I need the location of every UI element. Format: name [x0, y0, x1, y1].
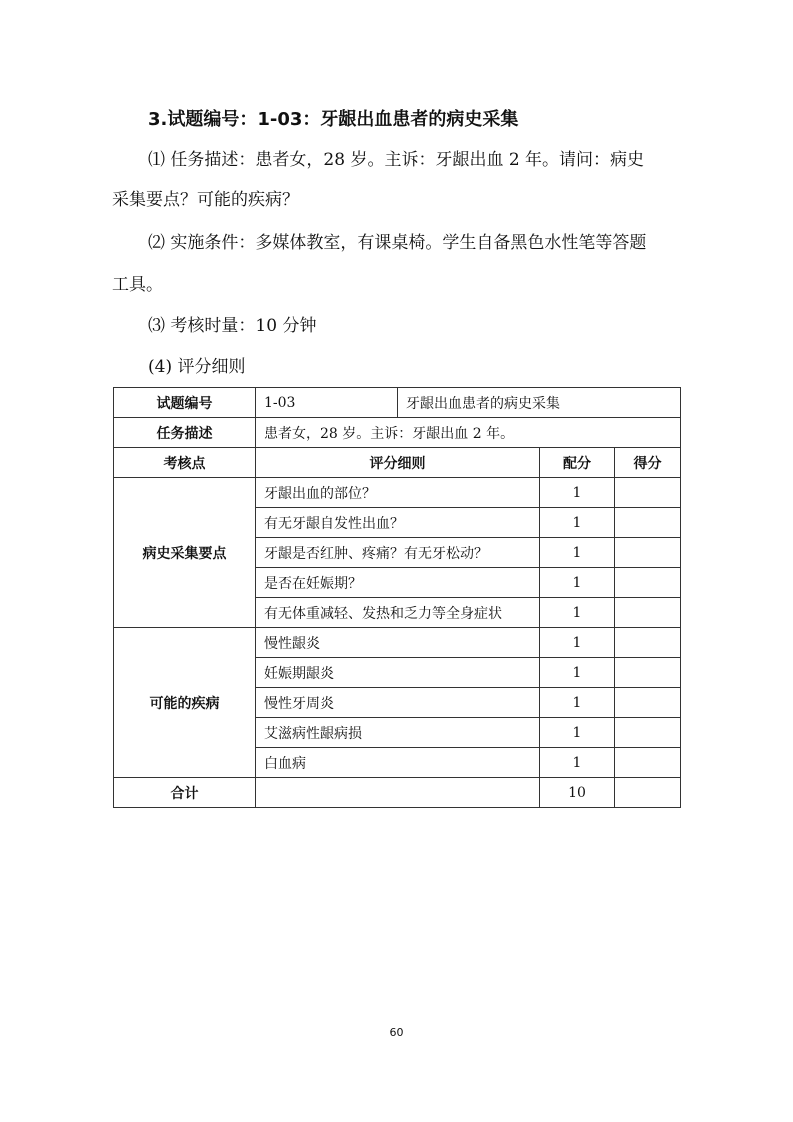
criteria-cell: 是否在妊娠期？: [256, 568, 540, 598]
table-row: [114, 628, 681, 658]
criteria-cell: 白血病: [256, 748, 540, 778]
got-cell: [615, 568, 681, 598]
table-row: [114, 478, 681, 508]
total-got: [615, 778, 681, 808]
score-cell: 1: [540, 538, 615, 568]
task-description-line2: 采集要点？可能的疾病？: [112, 190, 299, 210]
criteria-cell: 艾滋病性龈病损: [256, 718, 540, 748]
score-cell: 1: [540, 508, 615, 538]
task-text: 患者女，28 岁。主诉：牙龈出血 2 年。: [256, 418, 681, 448]
score-cell: 1: [540, 568, 615, 598]
conditions-line2: 工具。: [112, 275, 163, 295]
score-cell: 1: [540, 598, 615, 628]
criteria-cell: 慢性龈炎: [256, 628, 540, 658]
criteria-cell: 有无牙龈自发性出血？: [256, 508, 540, 538]
header-point: 考核点: [114, 448, 256, 478]
task-description-line1: ⑴ 任务描述：患者女，28 岁。主诉：牙龈出血 2 年。请问：病史: [148, 150, 645, 170]
got-cell: [615, 478, 681, 508]
group-history-name: 病史采集要点: [114, 478, 256, 628]
question-heading: 3.试题编号：1-03：牙龈出血患者的病史采集: [148, 109, 519, 130]
table-row-id: [114, 388, 681, 418]
got-cell: [615, 688, 681, 718]
score-cell: 1: [540, 658, 615, 688]
scoring-table: [113, 387, 681, 808]
got-cell: [615, 658, 681, 688]
criteria-cell: 妊娠期龈炎: [256, 658, 540, 688]
conditions-line1: ⑵ 实施条件：多媒体教室，有课桌椅。学生自备黑色水性笔等答题: [148, 233, 647, 253]
table-row-task: [114, 418, 681, 448]
task-label: 任务描述: [114, 418, 256, 448]
group-disease-name: 可能的疾病: [114, 628, 256, 778]
header-got: 得分: [615, 448, 681, 478]
criteria-cell: 慢性牙周炎: [256, 688, 540, 718]
got-cell: [615, 508, 681, 538]
table-total-row: [114, 778, 681, 808]
got-cell: [615, 598, 681, 628]
table-header-row: [114, 448, 681, 478]
score-cell: 1: [540, 688, 615, 718]
header-criteria: 评分细则: [256, 448, 540, 478]
question-id-label: 试题编号: [114, 388, 256, 418]
score-cell: 1: [540, 748, 615, 778]
got-cell: [615, 748, 681, 778]
criteria-cell: 有无体重减轻、发热和乏力等全身症状: [256, 598, 540, 628]
criteria-cell: 牙龈出血的部位？: [256, 478, 540, 508]
score-cell: 1: [540, 628, 615, 658]
total-label: 合计: [114, 778, 256, 808]
header-score: 配分: [540, 448, 615, 478]
total-score: 10: [540, 778, 615, 808]
got-cell: [615, 718, 681, 748]
page-number: 60: [389, 1026, 404, 1039]
score-cell: 1: [540, 718, 615, 748]
total-criteria: [256, 778, 540, 808]
question-title: 牙龈出血患者的病史采集: [398, 388, 681, 418]
time-limit-line: ⑶ 考核时量：10 分钟: [148, 316, 317, 336]
question-id-code: 1-03: [256, 388, 398, 418]
got-cell: [615, 538, 681, 568]
score-cell: 1: [540, 478, 615, 508]
criteria-cell: 牙龈是否红肿、疼痛？有无牙松动？: [256, 538, 540, 568]
scoring-rules-label: (4) 评分细则: [148, 357, 246, 377]
got-cell: [615, 628, 681, 658]
